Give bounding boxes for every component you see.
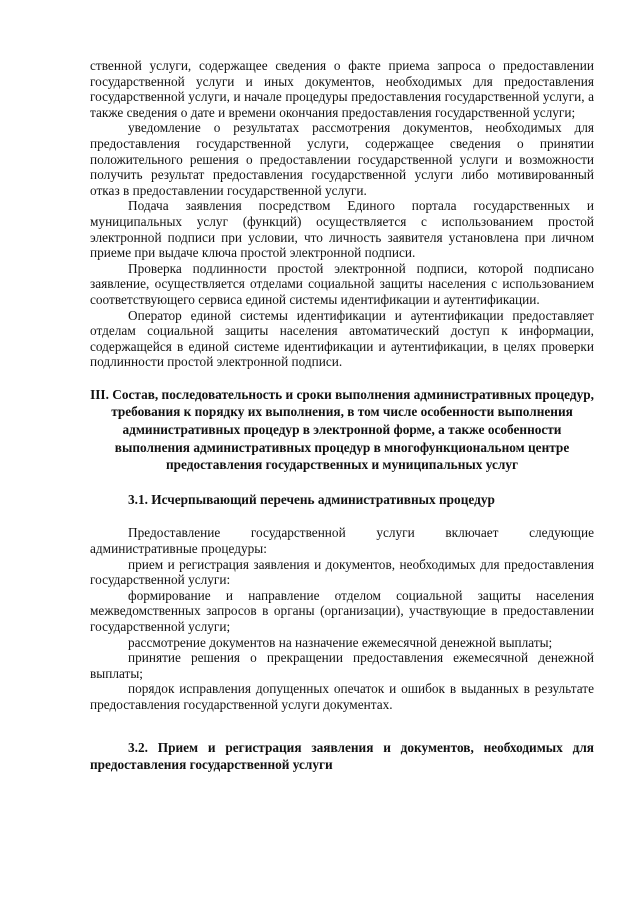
subsection-heading: 3.1. Исчерпывающий перечень административных процедур [128,491,495,507]
paragraph: уведомление о результатах рассмотрения документов, необходимых для предоставления государственной услуги, содержащее сведения о принятии положительного решения о предоставлении государственной услуги и возможности получить результат предоставления государственной услуги либо мотивированный отказ в предоставлении государственной услуги. [90,120,594,198]
list-item: прием и регистрация заявления и документов, необходимых для предоставления государственной услуги: [90,556,594,588]
paragraph: Оператор единой системы идентификации и аутентификации предоставляет отделам социальной защиты населения автоматический доступ к информации, содержащейся в единой системе идентификации и аутентификации, в целях проверки подлинности простой электронной подписи. [90,307,594,370]
subsection-heading: 3.2. Прием и регистрация заявления и документов, необходимых для предоставления государственной услуги [90,739,594,772]
paragraph: ственной услуги, содержащее сведения о факте приема запроса о предоставлении государственной услуги и иных документов, необходимых для предоставления государственной услуги, и начале процедуры предоставления государственной услуги, а также сведения о дате и времени окончания предоставления государственной услуги; [90,58,594,120]
paragraph: Проверка подлинности простой электронной подписи, которой подписано заявление, осуществляется отделами социальной защиты населения с использованием соответствующего сервиса единой системы идентификации и аутентификации. [90,260,594,307]
list-item: рассмотрение документов на назначение ежемесячной денежной выплаты; [128,634,553,650]
document-page [90,58,594,773]
list-item: принятие решения о прекращении предоставления ежемесячной денежной выплаты; [90,650,594,681]
paragraph: Предоставление государственной услуги включает следующие административные процедуры: [90,525,594,557]
section-heading: III. Состав, последовательность и сроки выполнения административных процедур, требования к порядку их выполнения, в том числе особенности выполнения административных процедур в электронной форме, а также особенности выполнения административных процедур в многофункциональном центре предоставления государственных и муниципальных услуг [90,386,594,473]
list-item: порядок исправления допущенных опечаток и ошибок в выданных в результате предоставления государственной услуги документах. [90,681,594,712]
paragraph: Подача заявления посредством Единого портала государственных и муниципальных услуг (функций) осуществляется с использованием простой электронной подписи при условии, что личность заявителя установлена при личном приеме при выдаче ключа простой электронной подписи. [90,198,594,261]
list-item: формирование и направление отделом социальной защиты населения межведомственных запросов в органы (организации), участвующие в предоставлении государственной услуги; [90,587,594,634]
